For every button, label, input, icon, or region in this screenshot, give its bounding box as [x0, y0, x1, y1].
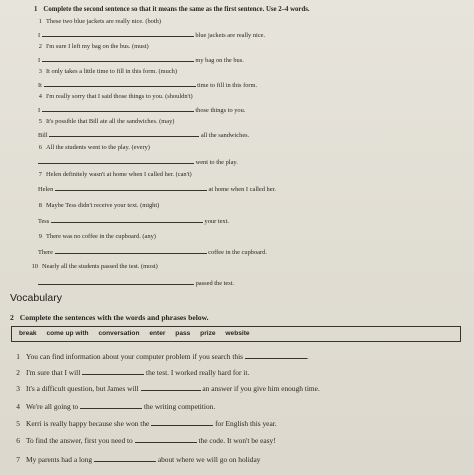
word-bank: [11, 326, 461, 342]
ex1-item-6-prompt: 6 All the students went to the play. (every): [38, 144, 150, 151]
ex1-item-1-answer: I blue jackets are really nice.: [38, 32, 266, 39]
answer-blank[interactable]: [51, 216, 203, 223]
ex1-item-6-answer: went to the play.: [38, 157, 238, 166]
ex1-item-2-answer: I my bag on the bus.: [38, 57, 244, 64]
ex2-item-6: 6 To find the answer, first you need to the code. It won't be easy!: [16, 436, 276, 445]
answer-blank[interactable]: [94, 455, 156, 462]
answer-blank[interactable]: [42, 30, 194, 37]
word-bank-item: website: [225, 330, 250, 337]
ex2-item-4: 4 We're all going to the writing competition.: [16, 402, 216, 411]
ex1-item-3-answer: It time to fill in this form.: [38, 82, 258, 89]
ex1-item-5-answer: Bill all the sandwiches.: [38, 132, 250, 139]
ex1-item-10-prompt: 10 Nearly all the students passed the test. (most): [31, 263, 158, 270]
answer-blank[interactable]: [49, 130, 199, 137]
word-bank-item: enter: [149, 330, 166, 337]
ex1-item-1-prompt: 1 These two blue jackets are really nice. (both): [38, 18, 161, 25]
answer-blank[interactable]: [141, 384, 201, 391]
ex1-item-2-prompt: 2 I'm sure I left my bag on the bus. (must): [38, 43, 149, 50]
ex1-item-8-prompt: 8 Maybe Tess didn't receive your text. (might): [38, 202, 160, 209]
exercise-2-instruction: Complete the sentences with the words and phrases below.: [19, 313, 209, 322]
answer-blank[interactable]: [82, 368, 144, 375]
ex2-item-2: 2 I'm sure that I will the test. I worked really hard for it.: [16, 368, 250, 377]
ex1-item-8-answer: Tess your text.: [38, 218, 229, 225]
answer-blank[interactable]: [42, 55, 194, 62]
ex1-item-10-answer: passed the test.: [38, 278, 234, 287]
word-bank-item: conversation: [98, 330, 140, 337]
answer-blank[interactable]: [42, 105, 194, 112]
exercise-1-instruction: Complete the second sentence so that it means the same as the first sentence. Use 2–4 words.: [43, 6, 310, 13]
exercise-1-heading: [34, 6, 310, 13]
vocabulary-heading: Vocabulary: [10, 292, 62, 304]
ex1-item-5-prompt: 5 It's possible that Bill ate all the sandwiches. (may): [38, 118, 175, 125]
ex1-item-4-prompt: 4 I'm really sorry that I said those things to you. (shouldn't): [38, 93, 193, 100]
ex1-item-9-answer: There coffee in the cupboard.: [38, 249, 267, 256]
answer-blank[interactable]: [80, 402, 142, 409]
ex1-item-7-answer: Helen at home when I called her.: [38, 186, 276, 193]
ex1-item-3-prompt: 3 It only takes a little time to fill in this form. (much): [38, 68, 177, 75]
word-bank-item: come up with: [46, 330, 89, 337]
exercise-1-number: 1: [34, 6, 38, 13]
word-bank-item: break: [19, 330, 37, 337]
answer-blank[interactable]: [55, 184, 207, 191]
ex2-item-7: 7 My parents had a long about where we will go on holiday: [16, 455, 261, 464]
ex1-item-4-answer: I those things to you.: [38, 107, 246, 114]
exercise-2-number: 2: [10, 313, 14, 322]
word-bank-item: pass: [175, 330, 191, 337]
answer-blank[interactable]: [38, 278, 194, 285]
ex2-item-5: 5 Kerri is really happy because she won the for English this year.: [16, 419, 277, 428]
ex2-item-1: 1 You can find information about your computer problem if you search this .: [16, 352, 309, 361]
ex2-item-3: 3 It's a difficult question, but James will an answer if you give him enough time.: [16, 384, 320, 393]
word-bank-item: prize: [200, 330, 216, 337]
answer-blank[interactable]: [44, 80, 196, 87]
answer-blank[interactable]: [245, 352, 307, 359]
ex1-item-7-prompt: 7 Helen definitely wasn't at home when I called her. (can't): [38, 171, 192, 178]
answer-blank[interactable]: [55, 247, 207, 254]
answer-blank[interactable]: [135, 436, 197, 443]
exercise-2-heading: [10, 313, 209, 322]
ex1-item-9-prompt: 9 There was no coffee in the cupboard. (any): [38, 233, 156, 240]
answer-blank[interactable]: [38, 157, 194, 164]
answer-blank[interactable]: [151, 419, 213, 426]
